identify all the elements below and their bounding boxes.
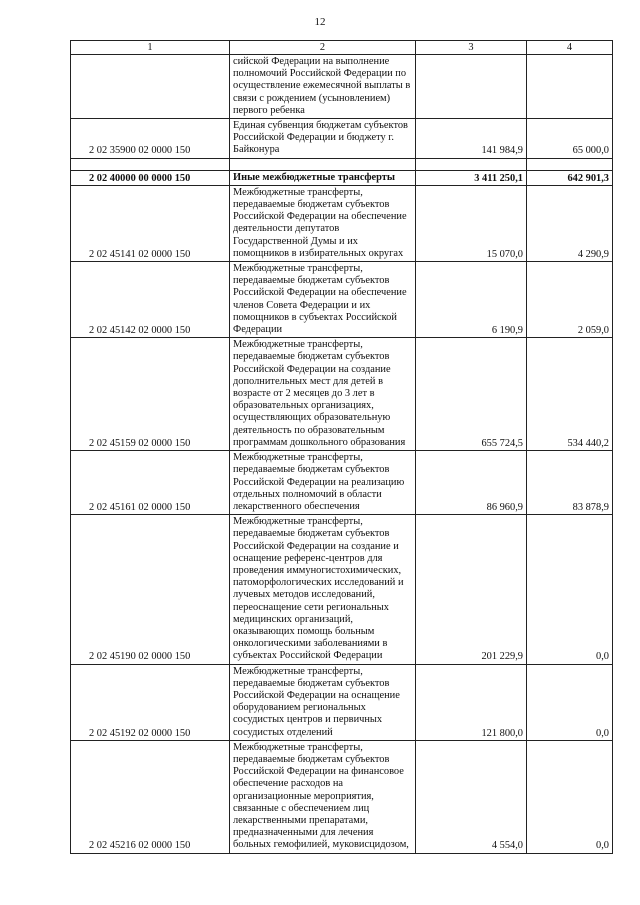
budget-table xyxy=(70,40,613,854)
header-col-2: 2 xyxy=(230,41,416,55)
table-row xyxy=(71,185,613,261)
row-value-col3: 15 070,0 xyxy=(416,185,527,261)
row-name: Единая субвенция бюджетам субъектов Российской Федерации и бюджету г. Байконура xyxy=(230,119,416,159)
spacer-cell xyxy=(527,158,613,170)
row-value-col4: 2 059,0 xyxy=(527,262,613,338)
row-name: Межбюджетные трансферты, передаваемые бюджетам субъектов Российской Федерации на финансовое обеспечение расходов на организационные мероприятия, связанные с обеспечением лиц лекарственными препаратами, предназначенными для лечения больных гемофилией, муковисцидозом, xyxy=(230,740,416,853)
row-value-col4: 0,0 xyxy=(527,740,613,853)
row-name: Межбюджетные трансферты, передаваемые бюджетам субъектов Российской Федерации на создание и оснащение референс-центров для проведения иммуногистохимических, патоморфологических исследований и лучевых методов исследований, переоснащение сети региональных медицинских организаций, оказывающих помощь больным онкологическими заболеваниями в субъектах Российской Федерации xyxy=(230,515,416,664)
row-name: Межбюджетные трансферты, передаваемые бюджетам субъектов Российской Федерации на обеспечение членов Совета Федерации и их помощников в субъектах Российской Федерации xyxy=(230,262,416,338)
table-row xyxy=(71,451,613,515)
table-row xyxy=(71,664,613,740)
row-name: Межбюджетные трансферты, передаваемые бюджетам субъектов Российской Федерации на оснащение оборудованием региональных сосудистых центров и первичных сосудистых отделений xyxy=(230,664,416,740)
table-row xyxy=(71,170,613,185)
row-value-col3: 655 724,5 xyxy=(416,338,527,451)
row-value-col4: 0,0 xyxy=(527,664,613,740)
row-name: Межбюджетные трансферты, передаваемые бюджетам субъектов Российской Федерации на обеспечение деятельности депутатов Государственной Думы и их помощников в избирательных округах xyxy=(230,185,416,261)
row-value-col3 xyxy=(416,55,527,119)
spacer-cell xyxy=(416,158,527,170)
row-code: 2 02 45161 02 0000 150 xyxy=(71,451,230,515)
header-col-1: 1 xyxy=(71,41,230,55)
header-row xyxy=(71,41,613,55)
row-value-col3: 3 411 250,1 xyxy=(416,170,527,185)
row-value-col4: 642 901,3 xyxy=(527,170,613,185)
row-value-col4: 534 440,2 xyxy=(527,338,613,451)
row-value-col3: 6 190,9 xyxy=(416,262,527,338)
table-row xyxy=(71,740,613,853)
row-name: Межбюджетные трансферты, передаваемые бюджетам субъектов Российской Федерации на реализацию отдельных полномочий в области лекарственного обеспечения xyxy=(230,451,416,515)
spacer-cell xyxy=(230,158,416,170)
table-row xyxy=(71,55,613,119)
row-code: 2 02 40000 00 0000 150 xyxy=(71,170,230,185)
row-name: Иные межбюджетные трансферты xyxy=(230,170,416,185)
row-code: 2 02 45142 02 0000 150 xyxy=(71,262,230,338)
row-code: 2 02 45216 02 0000 150 xyxy=(71,740,230,853)
spacer-cell xyxy=(71,158,230,170)
row-value-col3: 4 554,0 xyxy=(416,740,527,853)
row-value-col3: 86 960,9 xyxy=(416,451,527,515)
page-number: 12 xyxy=(314,16,326,28)
row-name: Межбюджетные трансферты, передаваемые бюджетам субъектов Российской Федерации на создание дополнительных мест для детей в возрасте от 2 месяцев до 3 лет в образовательных организациях, осуществляющих образовательную деятельность по образовательным программам дошкольного образования xyxy=(230,338,416,451)
row-code xyxy=(71,55,230,119)
table-row xyxy=(71,515,613,664)
row-code: 2 02 45141 02 0000 150 xyxy=(71,185,230,261)
row-value-col3: 121 800,0 xyxy=(416,664,527,740)
row-value-col4: 4 290,9 xyxy=(527,185,613,261)
row-value-col3: 141 984,9 xyxy=(416,119,527,159)
row-value-col4 xyxy=(527,55,613,119)
row-code: 2 02 35900 02 0000 150 xyxy=(71,119,230,159)
row-code: 2 02 45159 02 0000 150 xyxy=(71,338,230,451)
spacer-row xyxy=(71,158,613,170)
table-row xyxy=(71,338,613,451)
row-code: 2 02 45190 02 0000 150 xyxy=(71,515,230,664)
table-row xyxy=(71,119,613,159)
row-name: сийской Федерации на выполнение полномочий Российской Федерации по осуществление ежемесячной выплаты в связи с рождением (усыновлением) первого ребенка xyxy=(230,55,416,119)
table-body xyxy=(71,41,613,854)
row-code: 2 02 45192 02 0000 150 xyxy=(71,664,230,740)
header-col-3: 3 xyxy=(416,41,527,55)
table-row xyxy=(71,262,613,338)
row-value-col4: 65 000,0 xyxy=(527,119,613,159)
row-value-col3: 201 229,9 xyxy=(416,515,527,664)
header-col-4: 4 xyxy=(527,41,613,55)
row-value-col4: 83 878,9 xyxy=(527,451,613,515)
row-value-col4: 0,0 xyxy=(527,515,613,664)
